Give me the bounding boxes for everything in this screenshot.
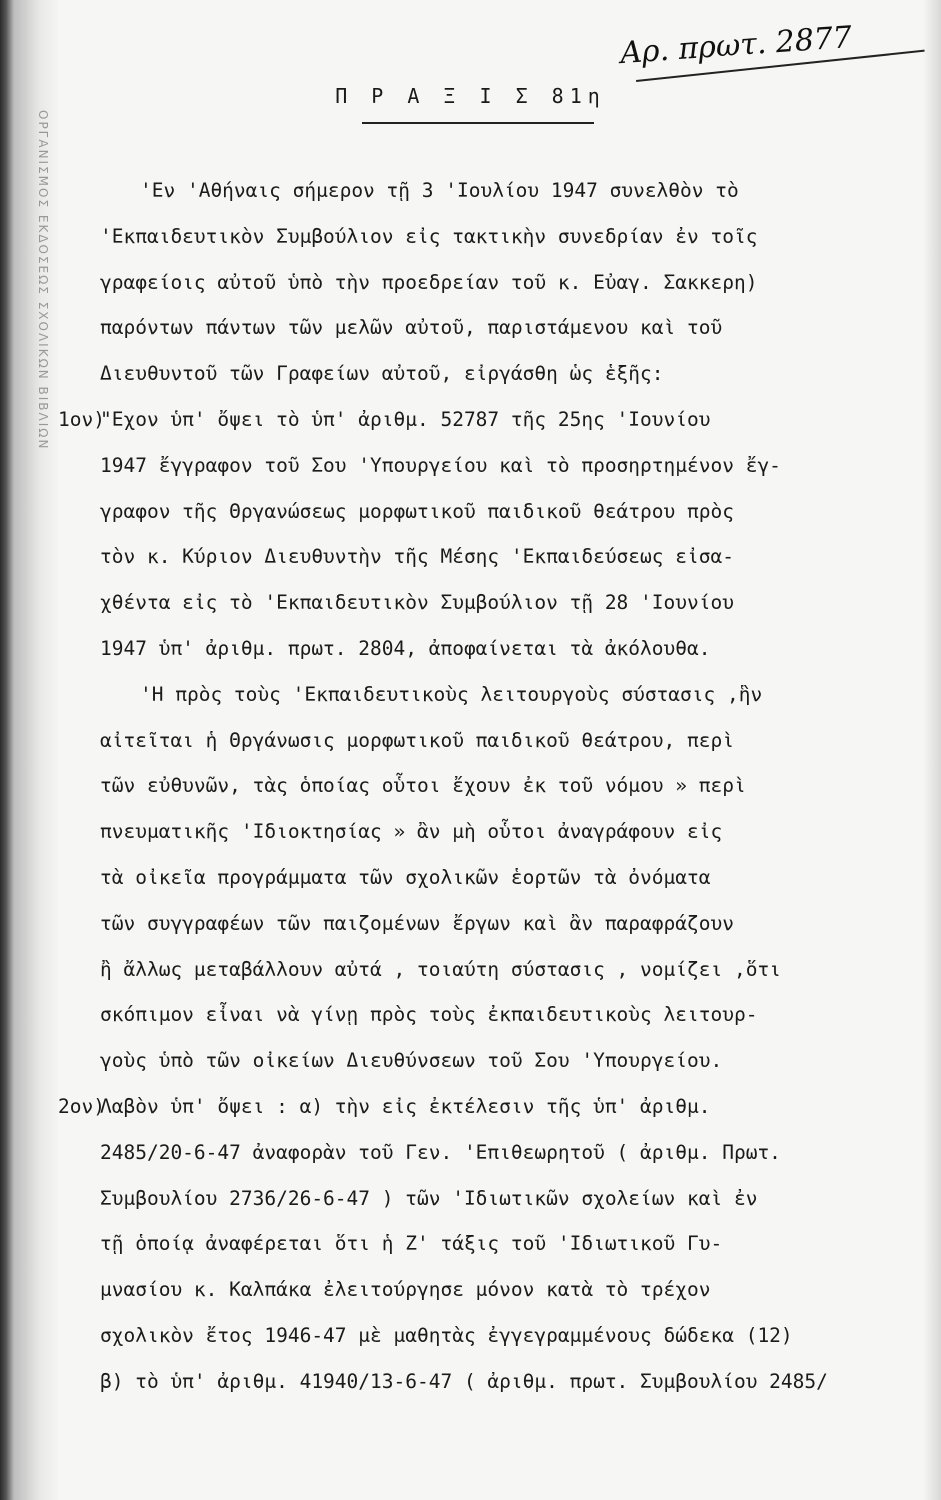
text-line: 2485/20-6-47 ἀναφορὰν τοῦ Γεν. 'Επιθεωρητοῦ ( ἀριθμ. Πρωτ. <box>100 1140 781 1164</box>
text-line: ἢ ἄλλως μεταβάλλουν αὐτά , τοιαύτη σύστασις , νομίζει ,ὅτι <box>100 957 781 981</box>
title-underline <box>362 122 594 124</box>
text-line-item-2 <box>58 1084 920 1130</box>
page-edge <box>923 0 941 1500</box>
text-line: γραφον τῆς Θργανώσεως μορφωτικοῦ παιδικοῦ θεάτρου πρὸς <box>100 499 734 523</box>
text-line: τῶν εὐθυνῶν, τὰς ὁποίας οὗτοι ἔχουν ἐκ τοῦ νόμου » περὶ <box>100 774 746 798</box>
text-line: Διευθυντοῦ τῶν Γραφείων αὐτοῦ, εἰργάσθη ὡς ἑξῆς: <box>100 362 664 386</box>
text-line: Λαβὸν ὑπ' ὄψει : α) τὴν εἰς ἐκτέλεσιν τῆς ὑπ' ἀριθμ. <box>100 1094 711 1118</box>
text-line: γοὺς ὑπὸ τῶν οἰκείων Διευθύνσεων τοῦ Σου 'Υπουργείου. <box>100 1049 723 1073</box>
text-line: σχολικὸν ἔτος 1946-47 μὲ μαθητὰς ἐγγεγραμμένους δώδεκα (12) <box>100 1323 793 1347</box>
text-line: β) τὸ ὑπ' ἀριθμ. 41940/13-6-47 ( ἀριθμ. πρωτ. Συμβουλίου 2485/ <box>100 1369 828 1393</box>
text-line: 'Εν 'Αθήναις σήμερον τῇ 3 'Ιουλίου 1947 συνελθὸν τὸ <box>140 179 739 202</box>
text-line: "Εχον ὑπ' ὄψει τὸ ὑπ' ἀριθμ. 52787 τῆς 25ης 'Ιουνίου <box>100 407 711 431</box>
text-line: τῶν συγγραφέων τῶν παιζομένων ἔργων καὶ ἂν παραφράζουν <box>100 911 734 935</box>
text-line: τῇ ὁποίᾳ ἀναφέρεται ὅτι ἡ Ζ' τάξις τοῦ 'Ιδιωτικοῦ Γυ- <box>100 1232 723 1256</box>
text-line: χθέντα εἰς τὸ 'Εκπαιδευτικὸν Συμβούλιον τῇ 28 'Ιουνίου <box>100 591 734 615</box>
text-line: 1947 ὑπ' ἀριθμ. πρωτ. 2804, ἀποφαίνεται τὰ ἀκόλουθα. <box>100 636 711 660</box>
item-number: 2ον) <box>58 1094 105 1118</box>
side-stamp-text: ΟΡΓΑΝΙΣΜΟΣ ΕΚΔΟΣΕΩΣ ΣΧΟΛΙΚΩΝ ΒΙΒΛΙΩΝ <box>36 110 50 451</box>
text-line: τὰ οἰκεῖα προγράμματα τῶν σχολικῶν ἑορτῶν τὰ ὀνόματα <box>100 865 711 889</box>
text-line: τὸν κ. Κύριον Διευθυντὴν τῆς Μέσης 'Εκπαιδεύσεως εἰσα- <box>100 545 734 569</box>
page-title: Π Ρ Α Ξ Ι Σ 81η <box>335 84 606 108</box>
handwritten-protocol-number: Αρ. πρωτ. 2877 <box>619 19 854 72</box>
text-line: 1947 ἔγγραφον τοῦ Σου 'Υπουργείου καὶ τὸ προσηρτημένον ἔγ- <box>100 453 781 477</box>
text-line: παρόντων πάντων τῶν μελῶν αὐτοῦ, παριστάμενου καὶ τοῦ <box>100 316 723 340</box>
text-line: πνευματικῆς 'Ιδιοκτησίας » ἂν μὴ οὗτοι ἀναγράφουν εἰς <box>100 820 723 844</box>
binding-edge <box>0 0 58 1500</box>
text-line: 'Η πρὸς τοὺς 'Εκπαιδευτικοὺς λειτουργοὺς σύστασις ,ἣν <box>140 682 763 706</box>
text-line: 'Εκπαιδευτικὸν Συμβούλιον εἰς τακτικὴν συνεδρίαν ἐν τοῖς <box>100 224 758 248</box>
text-line-item-1 <box>58 397 920 443</box>
item-number: 1ον) <box>58 407 105 431</box>
document-body <box>58 168 920 1405</box>
text-line: γραφείοις αὐτοῦ ὑπὸ τὴν προεδρείαν τοῦ κ. Εὐαγ. Σακκερη) <box>100 270 758 294</box>
text-line: μνασίου κ. Καλπάκα ἐλειτούργησε μόνον κατὰ τὸ τρέχον <box>100 1278 711 1302</box>
text-line: Συμβουλίου 2736/26-6-47 ) τῶν 'Ιδιωτικῶν σχολείων καὶ ἐν <box>100 1186 758 1210</box>
text-line: σκόπιμον εἶναι νὰ γίνῃ πρὸς τοὺς ἐκπαιδευτικοὺς λειτουρ- <box>100 1003 758 1027</box>
text-line: αἰτεῖται ἡ Θργάνωσις μορφωτικοῦ παιδικοῦ θεάτρου, περὶ <box>100 728 734 752</box>
